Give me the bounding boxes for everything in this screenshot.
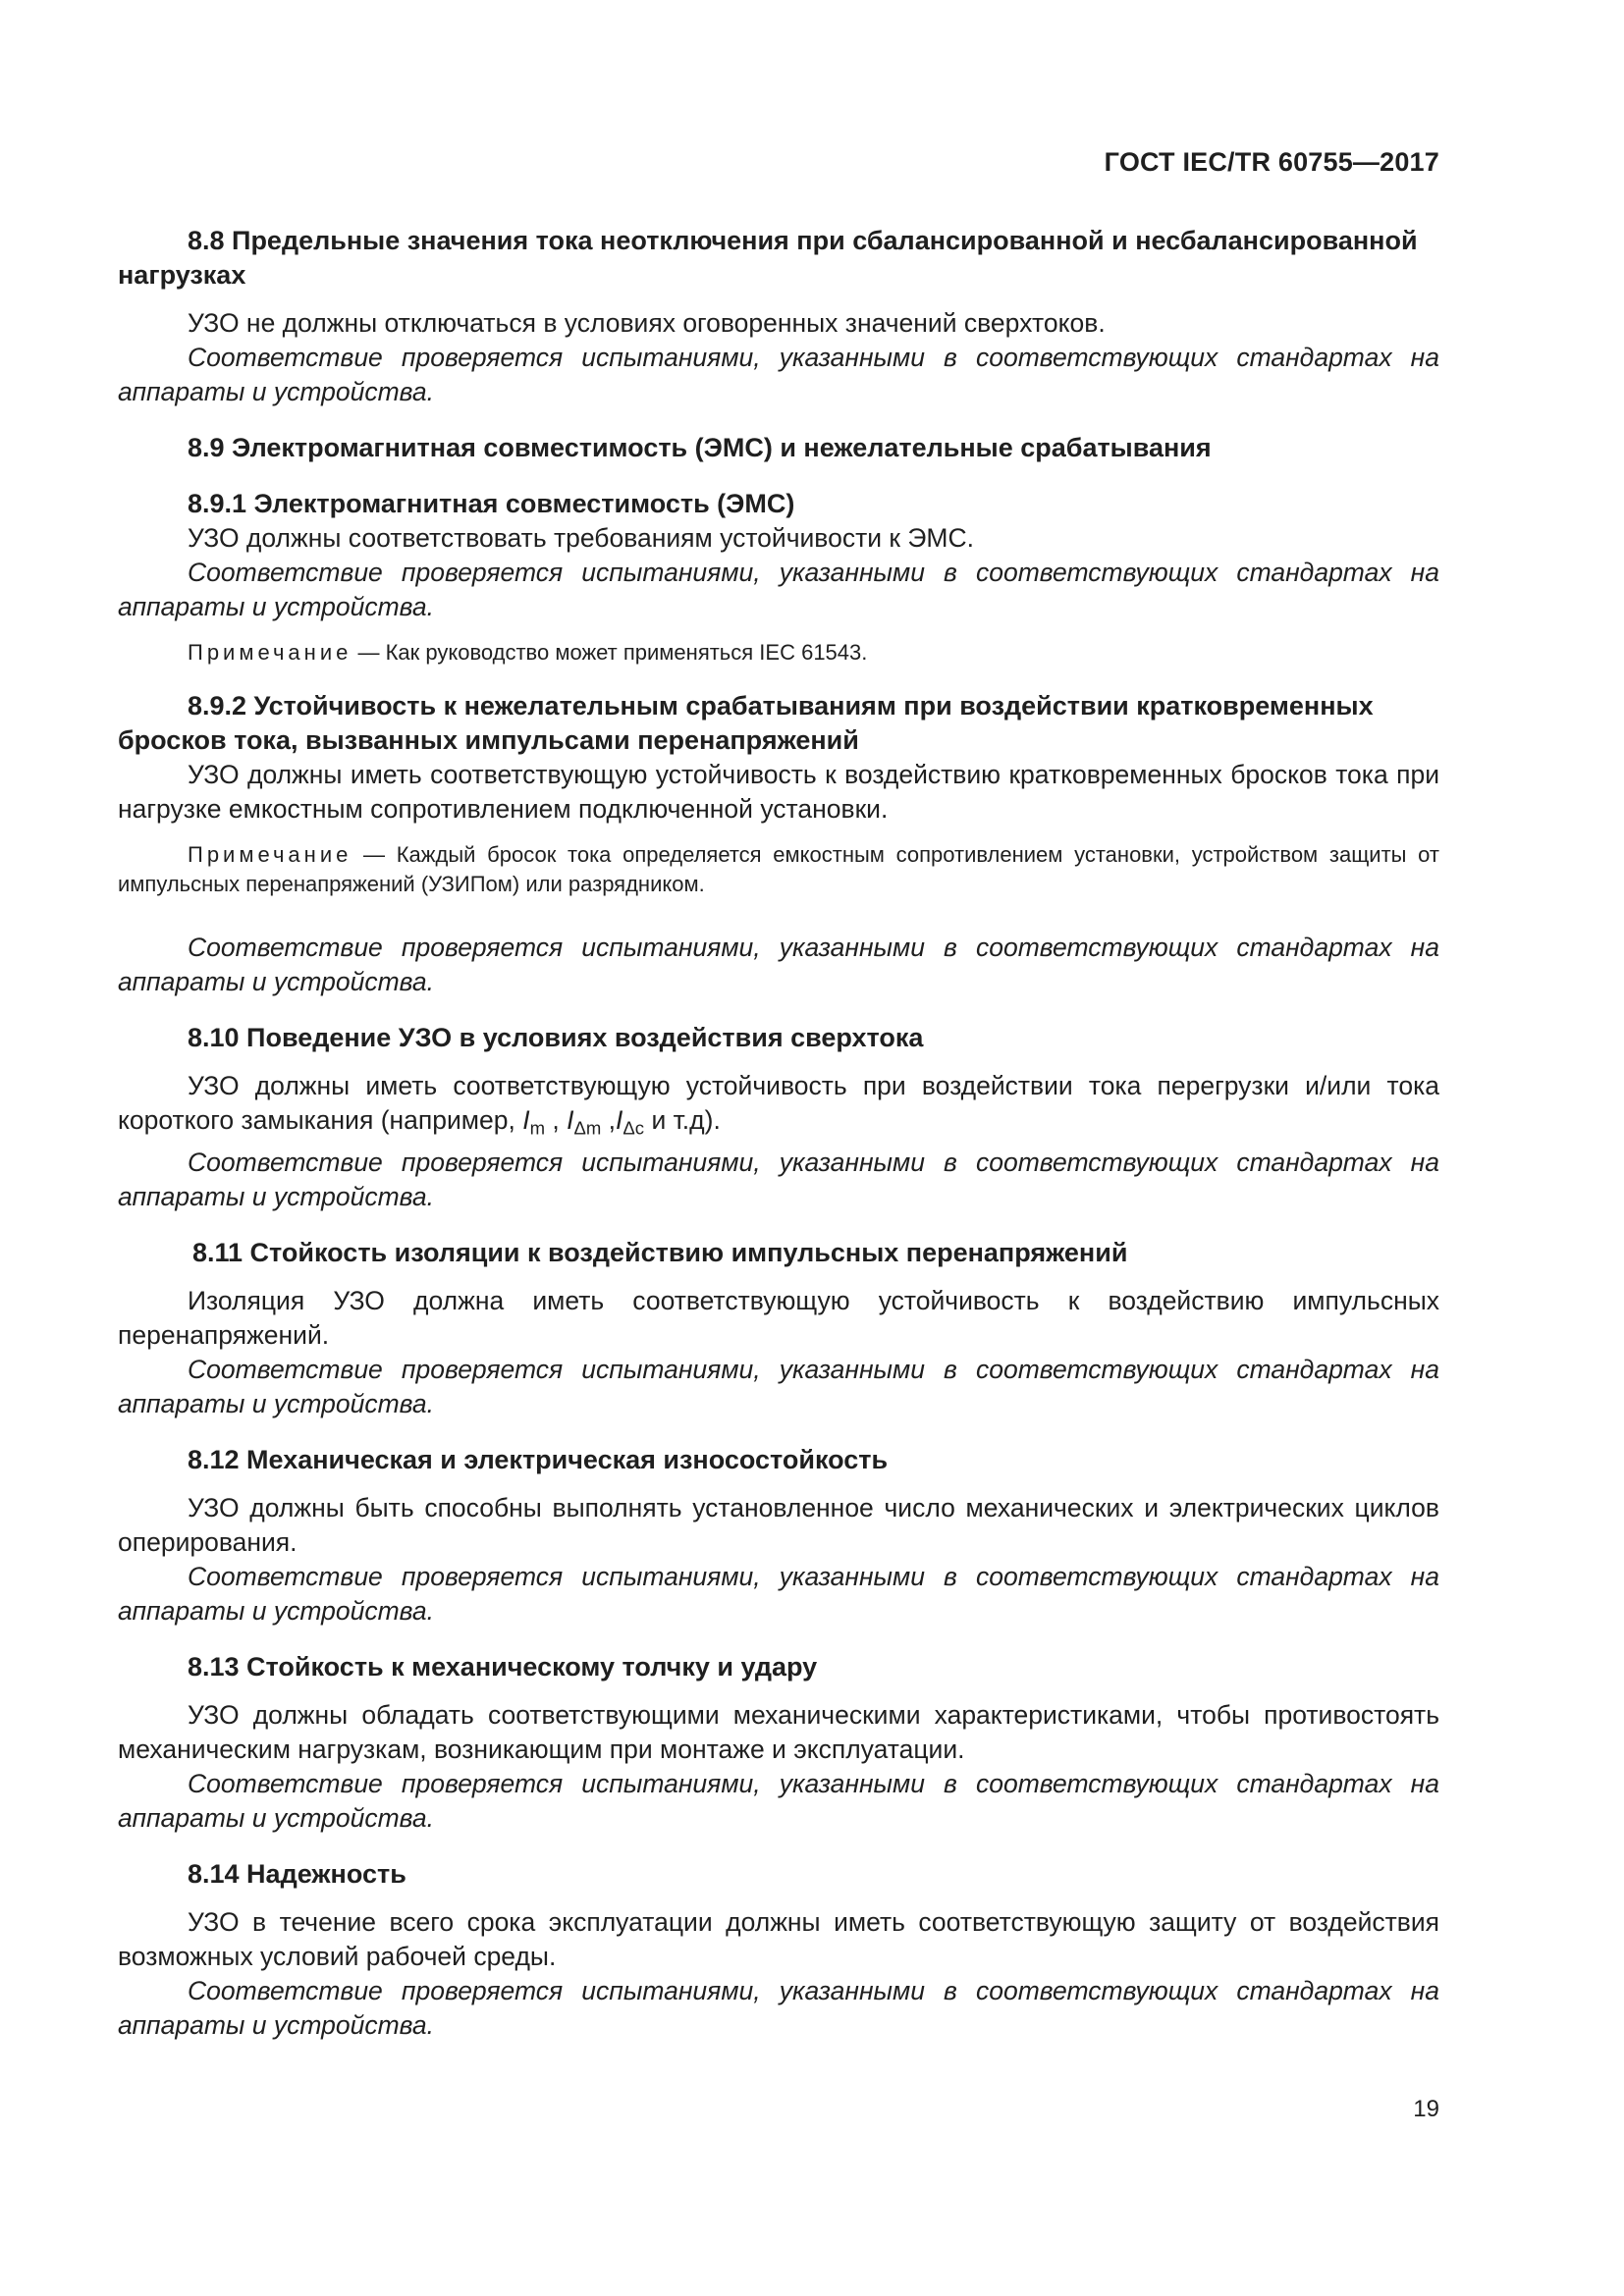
paragraph-8-9-2: УЗО должны иметь соответствующую устойчивость к воздействию кратковременных бросков тока при нагрузке емкостным сопротивлением подключенной установки. — [118, 760, 1439, 824]
heading-8-11: 8.11 Стойкость изоляции к воздействию импульсных перенапряжений — [192, 1237, 1128, 1267]
note-label: Примечание — [188, 842, 352, 867]
heading-8-9-2: 8.9.2 Устойчивость к нежелательным срабатываниям при воздействии кратковременных бросков тока, вызванных импульсами перенапряжений — [118, 691, 1374, 755]
note-8-9-2 — [118, 840, 1439, 899]
compliance-8-13: Соответствие проверяется испытаниями, указанными в соответствующих стандартах на аппараты и устройства. — [118, 1768, 1439, 1833]
paragraph-8-10: УЗО должны иметь соответствующую устойчивость при воздействии тока перегрузки и/или тока короткого замыкания (например, $I_m$ , $I_{\Delta m}$ $,I_{\Delta c}$ и т.д). — [118, 1071, 1439, 1139]
note-8-9-1 — [118, 638, 1439, 667]
note-text: — Как руководство может применяться IEC 61543. — [352, 640, 868, 665]
heading-8-14: 8.14 Надежность — [188, 1858, 406, 1889]
compliance-8-11: Соответствие проверяется испытаниями, указанными в соответствующих стандартах на аппараты и устройства. — [118, 1354, 1439, 1418]
paragraph-8-13: УЗО должны обладать соответствующими механическими характеристиками, чтобы противостоять механическим нагрузкам, возникающим при монтаже и эксплуатации. — [118, 1699, 1439, 1764]
paragraph-8-9-1: УЗО должны соответствовать требованиям устойчивости к ЭМС. — [188, 523, 974, 553]
heading-8-13: 8.13 Стойкость к механическому толчку и удару — [188, 1651, 818, 1682]
paragraph-8-12: УЗО должны быть способны выполнять установленное число механических и электрических циклов оперирования. — [118, 1492, 1439, 1557]
heading-8-9: 8.9 Электромагнитная совместимость (ЭМС) и нежелательные срабатывания — [188, 433, 1212, 462]
compliance-8-9-1: Соответствие проверяется испытаниями, указанными в соответствующих стандартах на аппараты и устройства. — [118, 558, 1439, 621]
heading-8-8: 8.8 Предельные значения тока неотключения при сбалансированной и несбалансированной нагрузках — [118, 226, 1418, 290]
heading-8-10: 8.10 Поведение УЗО в условиях воздействия сверхтока — [188, 1023, 924, 1052]
note-text: — Каждый бросок тока определяется емкостным сопротивлением установки, устройством защиты от импульсных перенапряжений (УЗИПом) или разрядником. — [118, 842, 1439, 896]
paragraph-8-8: УЗО не должны отключаться в условиях оговоренных значений сверхтоков. — [188, 308, 1106, 338]
compliance-8-12: Соответствие проверяется испытаниями, указанными в соответствующих стандартах на аппараты и устройства. — [118, 1561, 1439, 1626]
page-content — [118, 224, 1439, 2043]
paragraph-8-11: Изоляция УЗО должна иметь соответствующую устойчивость к воздействию импульсных перенапряжений. — [118, 1285, 1439, 1350]
compliance-8-9-2: Соответствие проверяется испытаниями, указанными в соответствующих стандартах на аппараты и устройства. — [118, 933, 1439, 996]
compliance-8-8: Соответствие проверяется испытаниями, указанными в соответствующих стандартах на аппараты и устройства. — [118, 343, 1439, 406]
paragraph-8-14: УЗО в течение всего срока эксплуатации должны иметь соответствующую защиту от воздействия возможных условий рабочей среды. — [118, 1906, 1439, 1971]
heading-8-12: 8.12 Механическая и электрическая износостойкость — [188, 1444, 889, 1474]
document-id-header: ГОСТ IEC/TR 60755—2017 — [1104, 147, 1439, 177]
heading-8-9-1: 8.9.1 Электромагнитная совместимость (ЭМС) — [188, 489, 795, 518]
compliance-8-10: Соответствие проверяется испытаниями, указанными в соответствующих стандартах на аппараты и устройства. — [118, 1147, 1439, 1211]
page-number: 19 — [1413, 2096, 1439, 2122]
note-label: Примечание — [188, 640, 352, 665]
compliance-8-14: Соответствие проверяется испытаниями, указанными в соответствующих стандартах на аппараты и устройства. — [118, 1975, 1439, 2040]
